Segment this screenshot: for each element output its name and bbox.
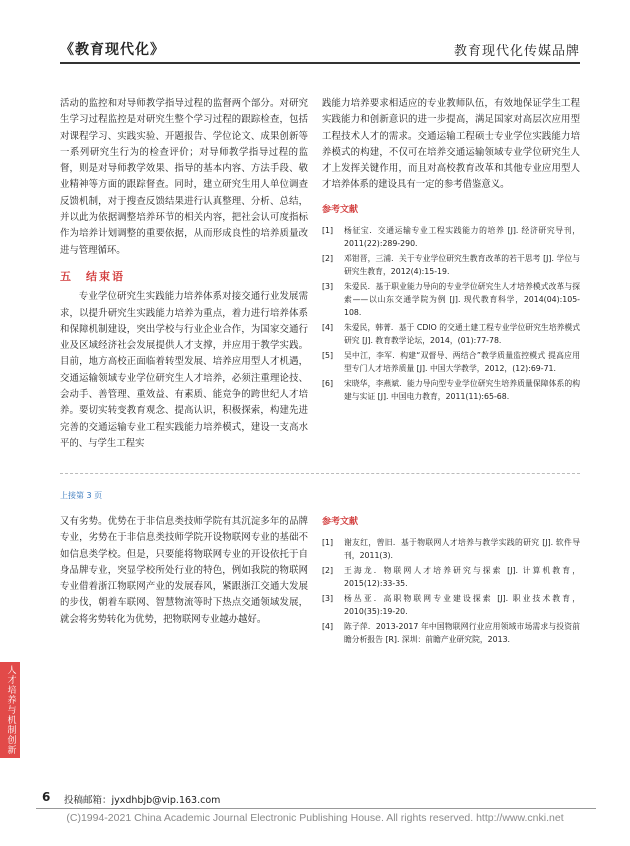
reference-number: [3] <box>322 282 334 292</box>
reference-number: [5] <box>322 351 334 361</box>
reference-number: [1] <box>322 226 334 236</box>
submission-email: 投稿邮箱：jyxdhbjb@vip.163.com <box>64 795 221 806</box>
section-heading: 五 结束语 <box>60 269 125 283</box>
reference-number: [4] <box>322 323 334 333</box>
running-header <box>60 38 580 64</box>
reference-number: [2] <box>322 254 334 264</box>
upper-left-column <box>60 96 308 452</box>
lower-right-column <box>322 514 580 648</box>
column-section-tab: 人才培养与机制创新 <box>0 662 20 758</box>
copyright-notice: (C)1994-2021 China Academic Journal Electronic Publishing House. All rights reserved. http://www.cnki.net <box>66 812 564 824</box>
reference-item <box>322 280 580 319</box>
page-number: 6 <box>42 790 51 804</box>
reference-item <box>322 252 580 278</box>
reference-text: 宋晓华，李燕斌．能力导向型专业学位研究生培养质量保障体系的构建与实证 [J]. 中国电力教育，2011(11):65-68. <box>344 379 580 402</box>
reference-item <box>322 377 580 403</box>
body-paragraph: 又有劣势。优势在于非信息类技师学院有其沉淀多年的品牌专业，劣势在于非信息类技师学院开设物联网专业的基础不如信息类学校。但是，只要能将物联网专业的开设依托于自身品牌专业，突显学校所处行业的特色，例如我院的物联网专业借着浙江物联网产业的发展春风，紧跟浙江交通大发展的步伐，朝着车联网、智慧物流等时下热点交通领域发展，就会将劣势转化为优势，把物联网专业越办越好。 <box>60 516 308 625</box>
reference-text: 王海龙．物联网人才培养研究与探索 [J]. 计算机教育，2015(12):33-35. <box>344 566 580 589</box>
continued-from-label: 上接第 3 页 <box>60 491 103 500</box>
references-heading: 参考文献 <box>322 204 359 215</box>
reference-text: 谢友红，曾旧．基于物联网人才培养与教学实践的研究 [J]. 软件导刊，2011(3). <box>344 538 580 561</box>
journal-slogan: 教育现代化传媒品牌 <box>453 44 580 59</box>
upper-right-column <box>322 96 580 405</box>
reference-item <box>322 564 580 590</box>
journal-title: 《教育现代化》 <box>60 42 165 58</box>
lower-left-column <box>60 514 308 628</box>
reference-text: 陈子萍．2013-2017 年中国物联网行业应用领域市场需求与投资前瞻分析报告 [R]. 深圳：前瞻产业研究院，2013. <box>344 622 580 645</box>
body-paragraph: 活动的监控和对导师教学指导过程的监督两个部分。对研究生学习过程监控是对研究生整个学习过程的跟踪检查，包括对课程学习、实践实验、开题报告、学位论文、成果创新等一系列研究生行为的检查评价；对导师教学指导过程的监督，则是对导师教学效果、指导的基本内容、方法手段、敬业精神等方面的跟踪督查。同时，建立研究生用人单位调查反馈机制，对于搜查反馈结果进行认真整理、分析、总结，并以此为依据调整培养环节的相关内容，把社会认可度指标作为培养计划调整的重要依据，从而形成良性的培养质量改进与管理循环。 <box>60 98 308 256</box>
reference-number: [4] <box>322 622 334 632</box>
reference-list <box>322 536 580 646</box>
body-paragraph: 专业学位研究生实践能力培养体系对接交通行业发展需求，以提升研究生实践能力培养为重点，着力进行培养体系和保障机制建设，突出学校与行业企业合作，为国家交通行业及区域经济社会发展提供人才支撑，并应用于教学实践。目前，地方高校正面临着转型发展、培养应用型人才机遇，交通运输领域专业学位研究生人才培养，必须注重理论技、会动手、善管理、重效益、有素质、能竞争的跨世纪人才培养。要切实转变教育观念、提高认识，积极探索，构建先进完善的交通运输专业工程实践能力培养模式，建设一支高水平的、与学生工程实 <box>60 291 308 449</box>
reference-number: [3] <box>322 594 334 604</box>
reference-text: 邓钳晋，三浦．关于专业学位研究生教育改革的若干思考 [J]. 学位与研究生教育，2012(4):15-19. <box>344 254 580 277</box>
reference-list <box>322 224 580 403</box>
references-heading: 参考文献 <box>322 517 359 527</box>
reference-number: [2] <box>322 566 334 576</box>
reference-item <box>322 224 580 250</box>
reference-text: 吴中江，李军．构建“双督导、两结合”教学质量监控模式 提高应用型专门人才培养质量 [J]. 中国大学教学，2012，(12):69-71. <box>344 351 580 374</box>
reference-number: [6] <box>322 379 334 389</box>
reference-text: 杨丛亚．高职物联网专业建设探索 [J]. 职业技术教育，2010(35):19-20. <box>344 594 580 617</box>
reference-text: 朱爱民．基于职业能力导向的专业学位研究生人才培养模式改革与探索——以山东交通学院为例 [J]. 现代教育科学，2014(04):105-108. <box>344 282 580 318</box>
reference-item <box>322 349 580 375</box>
section-divider <box>60 473 580 474</box>
footer-divider <box>36 808 596 809</box>
reference-text: 朱爱民，韩菁．基于 CDIO 的交通土建工程专业学位研究生培养模式研究 [J]. 教育教学论坛，2014，(01):77-78. <box>344 323 580 346</box>
body-paragraph: 践能力培养要求相适应的专业教师队伍，有效地保证学生工程实践能力和创新意识的进一步提高，满足国家对高层次应用型工程技术人才的需求。交通运输工程硕士专业学位实践能力培养模式的构建，不仅可在培养交通运输领域专业学位研究生人才上发挥关键作用，而且对高校教育改革和其他专业应用型人才培养体系的建设具有一定的参考借鉴意义。 <box>322 98 580 191</box>
reference-item <box>322 536 580 562</box>
reference-item <box>322 321 580 347</box>
reference-text: 杨征宝．交通运输专业工程实践能力的培养 [J]. 经济研究导刊，2011(22):289-290. <box>344 226 580 249</box>
reference-item <box>322 592 580 618</box>
reference-number: [1] <box>322 538 334 548</box>
reference-item <box>322 620 580 646</box>
